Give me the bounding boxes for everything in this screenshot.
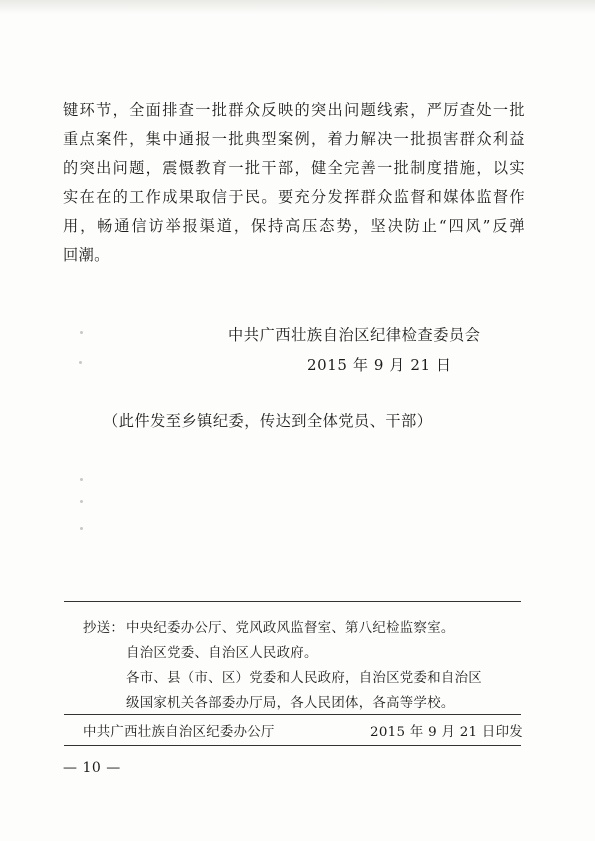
signature-organization: 中共广西壮族自治区纪律检查委员会 <box>228 326 481 344</box>
divider-middle <box>64 714 521 715</box>
cc-block <box>83 616 482 716</box>
issue-date: 2015 年 9 月 21 日印发 <box>370 725 523 740</box>
issuer: 中共广西壮族自治区纪委办公厅 <box>83 725 275 740</box>
body-line: 的突出问题，震慑教育一批干部，健全完善一批制度措施，以实 <box>63 159 525 177</box>
scan-shadow <box>0 0 595 14</box>
scan-speck <box>80 331 83 334</box>
body-line: 回潮。 <box>63 246 110 264</box>
scan-speck <box>80 478 83 481</box>
cc-line: 各市、县（市、区）党委和人民政府，自治区党委和自治区 <box>126 671 482 686</box>
body-paragraph <box>63 96 525 270</box>
page-number: — 10 — <box>63 760 121 776</box>
cc-line: 级国家机关各部委办厅局，各人民团体，各高等学校。 <box>126 696 455 711</box>
scan-speck <box>80 500 83 503</box>
cc-label: 抄送： <box>83 621 125 636</box>
divider-bottom <box>64 745 521 746</box>
scan-speck <box>79 361 82 364</box>
distribution-note: （此件发至乡镇纪委，传达到全体党员、干部） <box>103 412 433 430</box>
cc-line: 中央纪委办公厅、党风政风监督室、第八纪检监察室。 <box>126 621 455 636</box>
body-line: 用，畅通信访举报渠道，保持高压态势，坚决防止“四风”反弹 <box>63 217 525 235</box>
cc-line: 自治区党委、自治区人民政府。 <box>126 646 318 661</box>
signature-date: 2015 年 9 月 21 日 <box>307 356 452 374</box>
body-line: 键环节，全面排查一批群众反映的突出问题线索，严厉查处一批 <box>63 101 525 119</box>
body-line: 重点案件，集中通报一批典型案例，着力解决一批损害群众利益 <box>63 130 525 148</box>
divider-top <box>64 601 521 602</box>
scan-speck <box>80 527 83 530</box>
body-line: 实在在的工作成果取信于民。要充分发挥群众监督和媒体监督作 <box>63 188 525 206</box>
